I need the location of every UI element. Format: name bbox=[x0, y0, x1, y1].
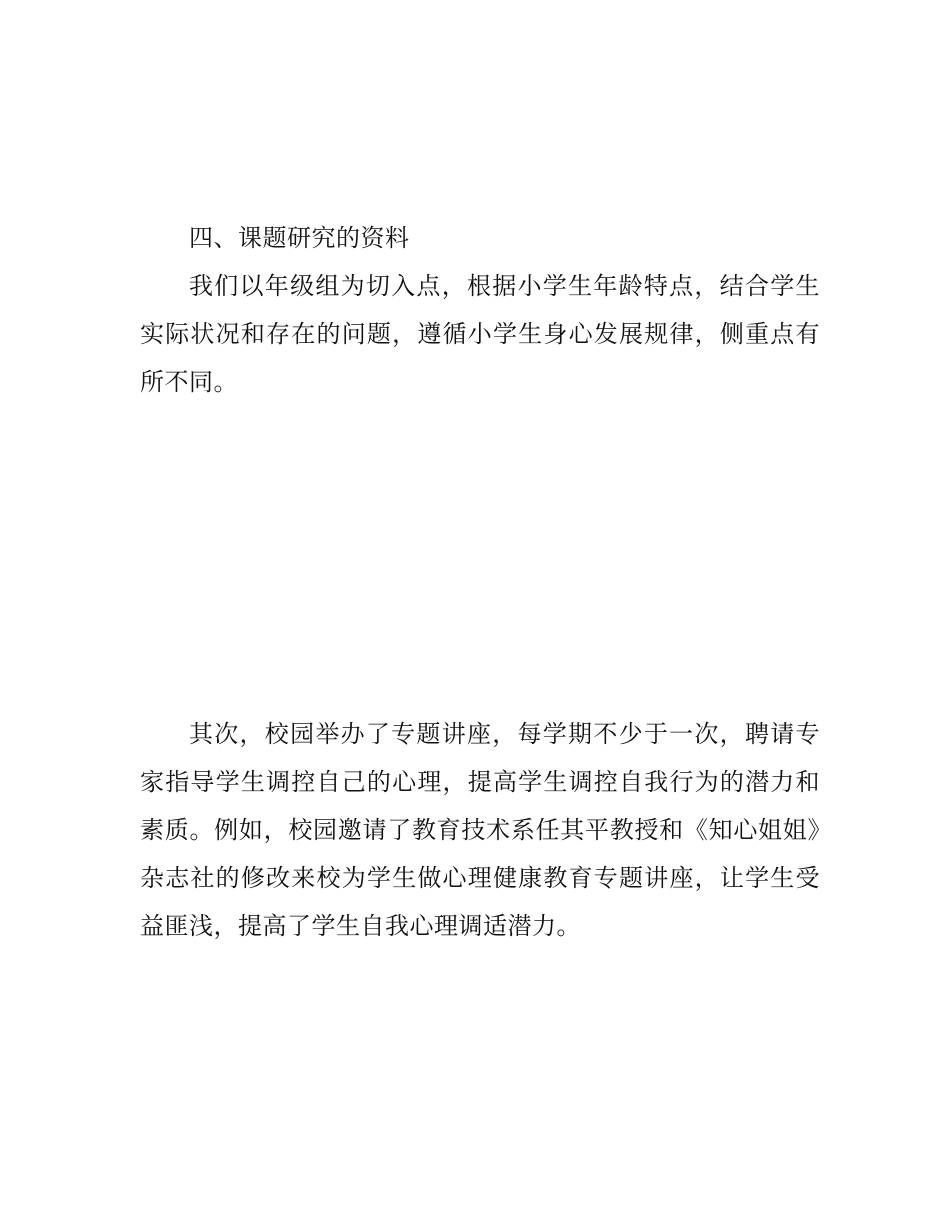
section-heading: 四、课题研究的资料 bbox=[189, 224, 410, 252]
paragraph-1: 我们以年级组为切入点，根据小学生年龄特点，结合学生实际状况和存在的问题，遵循小学生身心发展规律，侧重点有所不同。 bbox=[140, 272, 820, 396]
paragraph-block-1 bbox=[140, 262, 820, 406]
paragraph-2: 其次，校园举办了专题讲座，每学期不少于一次，聘请专家指导学生调控自己的心理，提高学生调控自我行为的潜力和素质。例如，校园邀请了教育技术系任其平教授和《知心姐姐》杂志社的修改来校为学生做心理健康教育专题讲座，让学生受益匪浅，提高了学生自我心理调适潜力。 bbox=[140, 720, 820, 940]
paragraph-block-2 bbox=[140, 710, 820, 950]
